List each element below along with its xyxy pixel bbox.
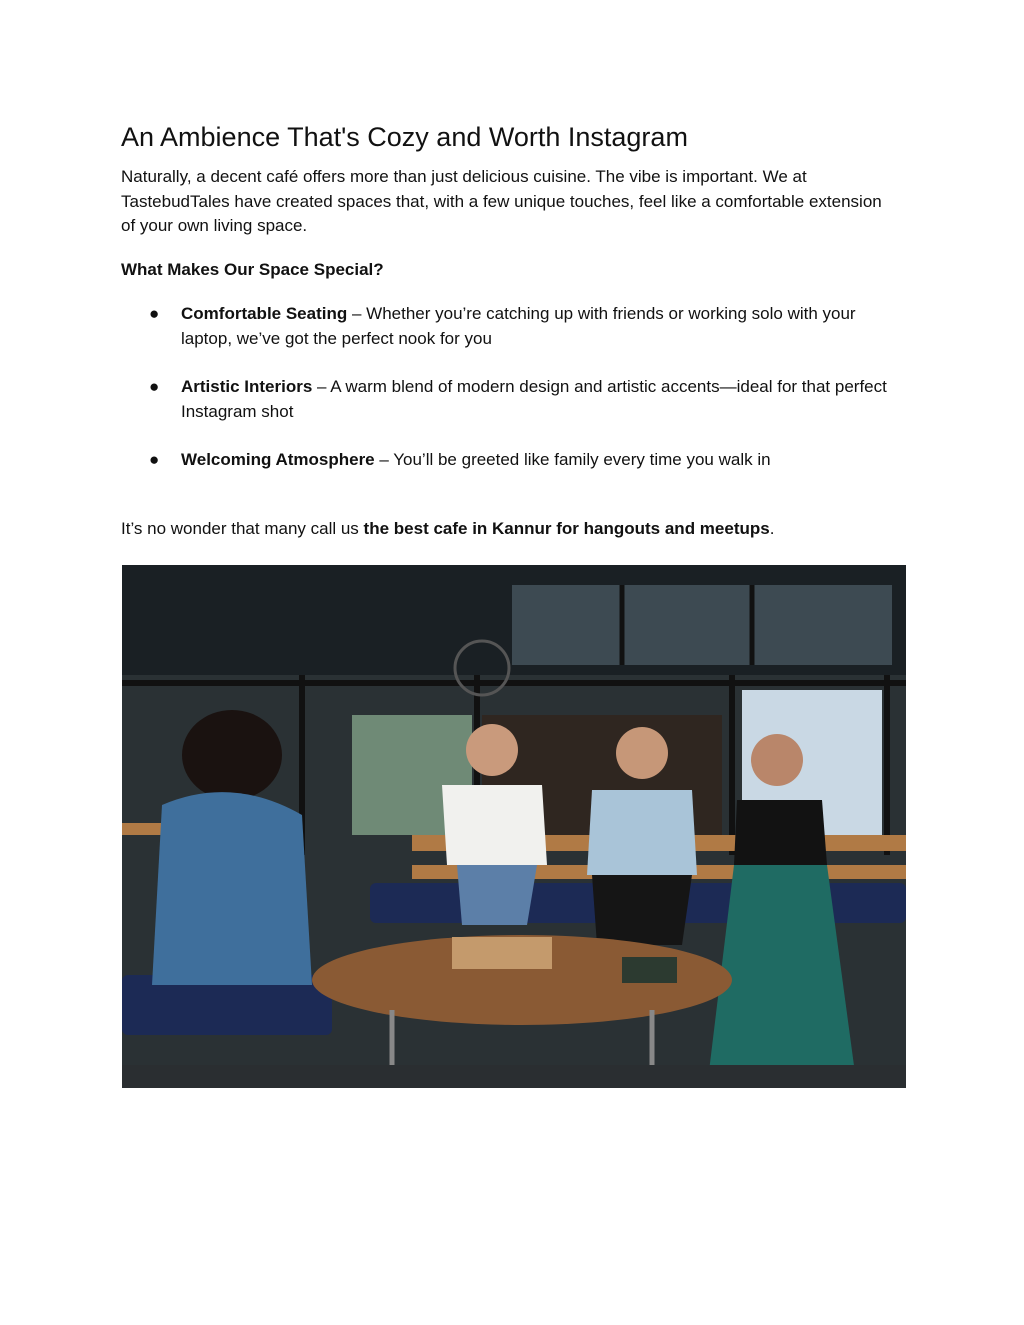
intro-paragraph: Naturally, a decent café offers more than just delicious cuisine. The vibe is important. We at TastebudTales have created spaces that, with a few unique touches, feel like a comfortable extension of your own living space. [121, 167, 882, 235]
closing-paragraph [121, 517, 774, 541]
photo-person-tee [442, 785, 547, 865]
photo-menu-card [622, 957, 677, 983]
photo-person-top [734, 800, 827, 865]
cafe-photo [122, 565, 906, 1088]
photo-person-denim [152, 792, 312, 985]
feature-name: Welcoming Atmosphere [181, 450, 375, 469]
photo-person-face [466, 724, 518, 776]
photo-upper-windows [512, 585, 892, 665]
bullet-icon: ● [149, 450, 160, 469]
bullet-icon: ● [149, 377, 160, 396]
feature-list [121, 302, 907, 497]
list-item [121, 302, 907, 351]
photo-person-shirt [587, 790, 697, 875]
photo-person-hair [182, 710, 282, 800]
photo-person-pants [592, 875, 692, 945]
feature-description: – You’ll be greeted like family every time you walk in [374, 450, 771, 469]
closing-suffix: . [769, 519, 775, 538]
bullet-icon: ● [149, 304, 160, 323]
photo-floor [122, 1065, 906, 1088]
photo-person-face [751, 734, 803, 786]
cafe-photo-illustration [122, 565, 906, 1088]
photo-person-face [616, 727, 668, 779]
feature-description: – Whether you’re catching up with friends or working solo with your laptop, we’ve got the perfect nook for you [181, 304, 856, 348]
photo-planter [452, 937, 552, 969]
list-item [121, 375, 907, 424]
list-item [121, 448, 907, 473]
feature-name: Comfortable Seating [181, 304, 348, 323]
closing-highlight: the best cafe in Kannur for hangouts and meetups [363, 519, 770, 538]
feature-description: – A warm blend of modern design and artistic accents—ideal for that perfect Instagram shot [181, 377, 887, 421]
closing-prefix: It’s no wonder that many call us [121, 519, 364, 538]
section-subheading: What Makes Our Space Special? [121, 260, 384, 279]
page-title: An Ambience That's Cozy and Worth Instagram [121, 122, 688, 152]
feature-name: Artistic Interiors [181, 377, 313, 396]
photo-person-jeans [457, 865, 537, 925]
